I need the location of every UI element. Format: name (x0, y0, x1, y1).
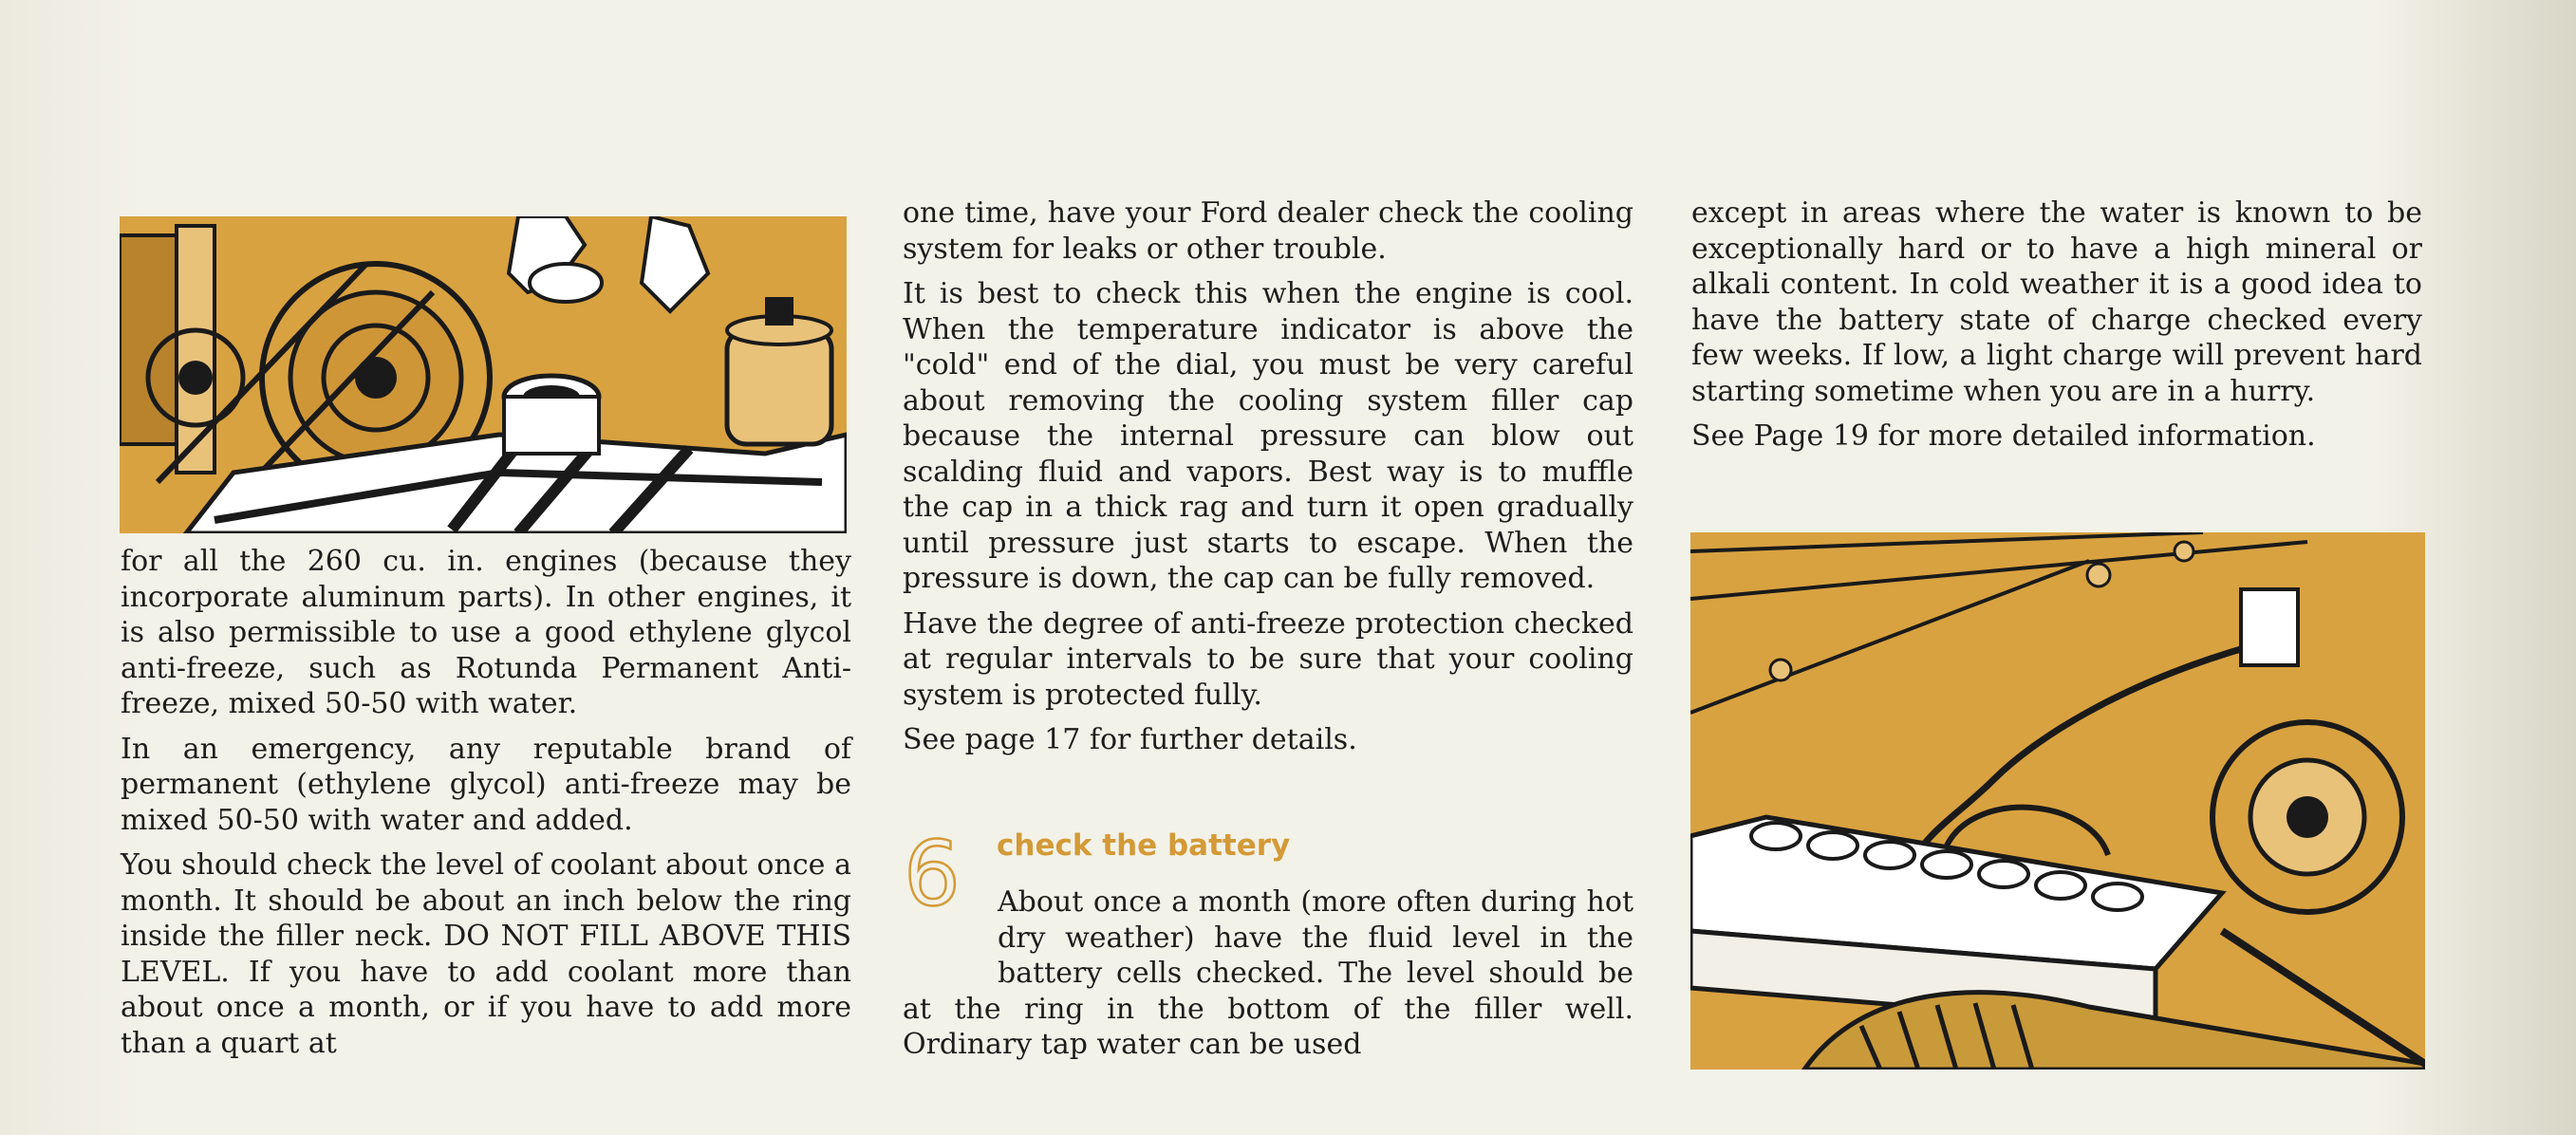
paragraph: It is best to check this when the engine is cool. When the temperature indicator is above the "cold" end of the dial, you must be very careful about removing the cooling system filler cap because the internal pressure can blow out scalding fluid and vapors. Best way is to muffle the cap in a thick rag and turn it open gradually until pressure just starts to escape. When the pressure is down, the cap can be fully removed. (903, 277, 1633, 595)
paragraph: About once a month (more often during hot dry weather) have the fluid level in the battery cells checked. The level should be at the ring in the bottom of the filler well. Ordinary tap water can be used (903, 885, 1633, 1061)
paragraph: except in areas where the water is known to be exceptionally hard or to have a high mineral or alkali content. In cold weather it is a good idea to have the battery state of charge checked every few weeks. If low, a light charge will prevent hard starting sometime when you are in a hurry. (1691, 196, 2422, 408)
paragraph: In an emergency, any reputable brand of permanent (ethylene glycol) anti-freeze may be mixed 50-50 with water and added. (121, 732, 851, 837)
number-float-spacer (903, 884, 998, 989)
section-number: 6 (904, 823, 961, 926)
paragraph: You should check the level of coolant about once a month. It should be about an inch below the ring inside the filler neck. DO NOT FILL ABOVE THIS LEVEL. If you have to add coolant more than about once a month, or if you have to add more than a quart at (121, 848, 851, 1060)
paragraph: Have the degree of anti-freeze protection checked at regular intervals to be sure that your cooling system is protected fully. (903, 606, 1633, 712)
paragraph: one time, have your Ford dealer check the cooling system for leaks or other trouble. (903, 196, 1633, 266)
paragraph: See Page 19 for more detailed information. (1691, 419, 2316, 453)
paragraph: for all the 260 cu. in. engines (because they incorporate aluminum parts). In other engines, it is also permissible to use a good ethylene glycol anti-freeze, such as Rotunda Permanent Anti-freeze, mixed 50-50 with water. (121, 545, 851, 720)
section-6-body (903, 884, 1633, 1072)
text-column-3 (1691, 195, 2422, 464)
text-column-2 (903, 195, 1633, 768)
battery-illustration (1690, 532, 2425, 1070)
section-title: check the battery (997, 828, 1291, 863)
text-column-1 (121, 544, 851, 1070)
radiator-cap-illustration (120, 216, 847, 533)
paragraph: See page 17 for further details. (903, 723, 1357, 756)
